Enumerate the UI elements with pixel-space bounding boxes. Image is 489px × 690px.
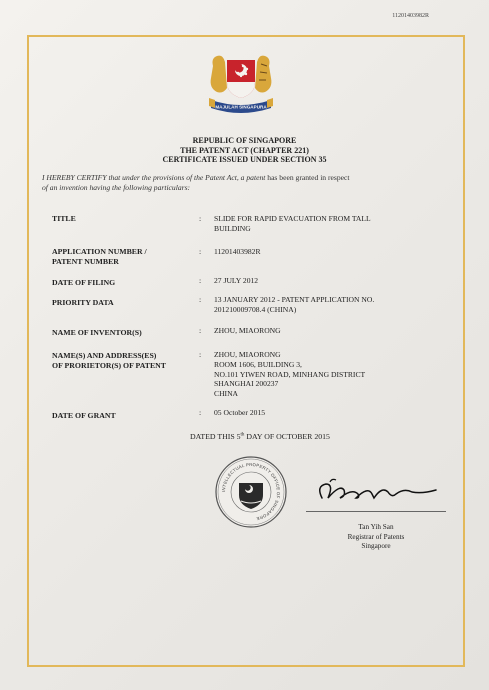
registrar-title: Registrar of Patents xyxy=(347,532,405,541)
priority-label: PRIORITY DATA xyxy=(52,298,114,307)
application-label xyxy=(52,247,147,267)
singapore-crest-icon xyxy=(205,48,277,114)
address-line: CHINA xyxy=(214,389,239,399)
address-line: NO.101 YIWEN ROAD, MINHANG DISTRICT xyxy=(214,369,366,379)
certify-part2: has been granted in respect xyxy=(267,173,350,182)
label-line: OF PRORIETOR(S) OF PATENT xyxy=(52,361,166,370)
registrar-name: Tan Yih San xyxy=(358,523,394,531)
address-line: ZHOU, MIAORONG xyxy=(214,350,281,359)
certificate-heading xyxy=(0,136,489,165)
priority-value xyxy=(214,295,374,315)
heading-country: REPUBLIC OF SINGAPORE xyxy=(192,136,297,145)
title-label: TITLE xyxy=(52,214,76,223)
application-value: 11201403982R xyxy=(214,247,261,256)
seal-text: INTELLECTUAL PROPERTY OFFICE OF SINGAPORE xyxy=(220,461,282,522)
inventor-value: ZHOU, MIAORONG xyxy=(214,326,281,335)
colon: : xyxy=(199,214,202,223)
colon: : xyxy=(199,295,202,304)
colon: : xyxy=(199,276,202,285)
priority-line: 201210009708.4 (CHINA) xyxy=(214,304,297,314)
title-line: SLIDE FOR RAPID EVACUATION FROM TALL xyxy=(214,214,371,223)
address-line: SHANGHAI 200237 xyxy=(214,379,279,389)
proprietor-label xyxy=(52,351,166,371)
colon: : xyxy=(199,408,202,417)
certify-part3: of an invention having the following particulars: xyxy=(42,183,191,192)
registrar-signature-icon xyxy=(312,476,442,506)
title-line: BUILDING xyxy=(214,223,251,233)
registrar-block xyxy=(306,523,446,552)
proprietor-value xyxy=(214,350,365,399)
inventor-label: NAME OF INVENTOR(S) xyxy=(52,328,142,337)
address-line: ROOM 1606, BUILDING 3, xyxy=(214,359,302,369)
filing-value: 27 JULY 2012 xyxy=(214,276,259,285)
document-number: 11201403982R xyxy=(392,13,429,19)
grant-value: 05 October 2015 xyxy=(214,408,266,417)
grant-label: DATE OF GRANT xyxy=(52,411,116,420)
dated-line xyxy=(190,432,330,441)
heading-act: THE PATENT ACT (CHAPTER 221) xyxy=(180,145,309,155)
priority-line: 13 JANUARY 2012 - PATENT APPLICATION NO. xyxy=(214,295,375,304)
label-line: NAME(S) AND ADDRESS(ES) xyxy=(52,351,157,360)
filing-label: DATE OF FILING xyxy=(52,278,116,287)
dated-sup: th xyxy=(240,432,245,438)
colon: : xyxy=(199,326,202,335)
certify-part1: I HEREBY CERTIFY that under the provisions of the Patent Act, a patent xyxy=(42,173,266,182)
label-line: PATENT NUMBER xyxy=(52,257,119,266)
dated-suffix: DAY OF OCTOBER 2015 xyxy=(244,432,330,441)
colon: : xyxy=(199,350,202,359)
heading-section: CERTIFICATE ISSUED UNDER SECTION 35 xyxy=(162,155,327,164)
ipos-seal-icon xyxy=(214,455,288,529)
certify-statement xyxy=(42,173,462,193)
label-line: APPLICATION NUMBER / xyxy=(52,247,147,256)
crest-motto: MAJULAH SINGAPURA xyxy=(215,104,267,110)
signature-line xyxy=(306,511,446,512)
dated-prefix: DATED THIS 5 xyxy=(190,432,241,441)
registrar-country: Singapore xyxy=(361,542,391,550)
title-value xyxy=(214,214,371,234)
colon: : xyxy=(199,247,202,256)
